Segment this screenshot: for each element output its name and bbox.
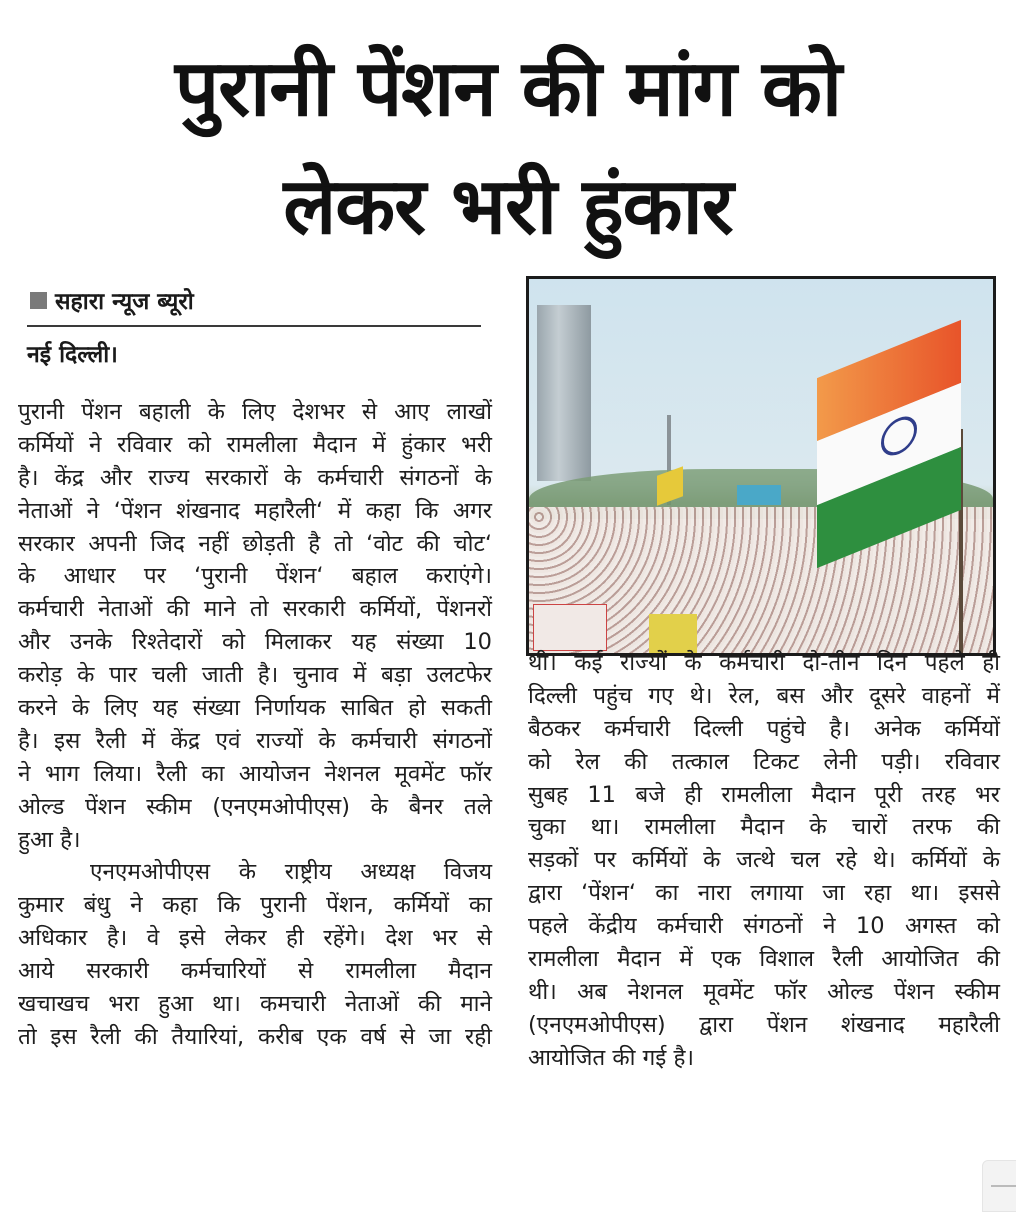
text-line: थी। अब नेशनल मूवमेंट फॉर ओल्ड पेंशन स्कीम	[528, 978, 1000, 1005]
text-line: ओल्ड पेंशन स्कीम (एनएमओपीएस) के बैनर तले	[18, 793, 492, 820]
text-line: करोड़ के पार चली जाती है। चुनाव में बड़ा उलटफेर	[18, 662, 492, 689]
news-photo	[526, 276, 996, 656]
text-line: तो इस रैली की तैयारियां, करीब एक वर्ष से जा रही	[18, 1023, 492, 1050]
photo-stage	[737, 485, 781, 505]
article-column-right	[528, 647, 1000, 1075]
text-line: सड़कों पर कर्मियों के जत्थे चल रहे थे। कर्मियों के	[528, 847, 1000, 874]
byline	[30, 284, 194, 316]
headline-line-1: पुरानी पेंशन की मांग को	[174, 44, 842, 134]
text-line: एनएमओपीएस के राष्ट्रीय अध्यक्ष विजय	[90, 859, 492, 886]
text-line: है। केंद्र और राज्य सरकारों के कर्मचारी संगठनों के	[18, 464, 492, 491]
headline-line-2: लेकर भरी हुंकार	[283, 162, 733, 252]
headline	[0, 30, 1016, 266]
text-line: पुरानी पेंशन बहाली के लिए देशभर से आए लाखों	[18, 399, 492, 425]
photo-building	[537, 305, 591, 481]
text-line: के आधार पर ‘पुरानी पेंशन‘ बहाल कराएंगे।	[18, 563, 492, 590]
byline-square-icon	[30, 292, 47, 309]
text-line: द्वारा ‘पेंशन‘ का नारा लगाया जा रहा था। इससे	[528, 880, 1000, 907]
text-line: नेताओं ने ‘पेंशन शंखनाद महारैली‘ में कहा कि अगर	[18, 497, 492, 524]
minus-icon	[991, 1185, 1016, 1187]
text-line: करने के लिए यह संख्या निर्णायक साबित हो सकती	[18, 695, 492, 722]
text-line: और उनके रिश्तेदारों को मिलाकर यह संख्या 10	[18, 629, 492, 656]
text-line: सुबह 11 बजे ही रामलीला मैदान पूरी तरह भर	[528, 781, 1000, 808]
overlay-corner-button[interactable]	[982, 1160, 1016, 1212]
text-line: को रेल की तत्काल टिकट लेनी पड़ी। रविवार	[528, 748, 1000, 775]
text-line: कर्मचारी नेताओं की माने तो सरकारी कर्मियों, पेंशनरों	[18, 596, 492, 623]
text-line: है। इस रैली में केंद्र एवं राज्यों के कर्मचारी संगठनों	[18, 727, 492, 754]
text-line: सरकार अपनी जिद नहीं छोड़ती है तो ‘वोट की चोट‘	[18, 530, 492, 557]
text-line: थी। कई राज्यों के कर्मचारी दो-तीन दिन पहले ही	[528, 650, 1000, 676]
text-line: अधिकार है। वे इसे लेकर ही रहेंगे। देश भर से	[18, 925, 492, 952]
byline-divider	[27, 325, 481, 327]
text-line: बैठकर कर्मचारी दिल्ली पहुंचे है। अनेक कर्मियों	[528, 715, 1000, 742]
text-line: रामलीला मैदान में एक विशाल रैली आयोजित की	[528, 946, 1000, 973]
text-line: आये सरकारी कर्मचारियों से रामलीला मैदान	[18, 958, 492, 985]
photo-banner	[533, 604, 607, 651]
dateline: नई दिल्ली।	[27, 342, 118, 368]
article-column-left	[18, 396, 492, 1054]
text-line: दिल्ली पहुंच गए थे। रेल, बस और दूसरे वाहनों में	[528, 682, 1000, 709]
text-line: चुका था। रामलीला मैदान के चारों तरफ की	[528, 814, 1000, 841]
text-line: (एनएमओपीएस) द्वारा पेंशन शंखनाद महारैली	[528, 1011, 1000, 1038]
text-line: आयोजित की गई है।	[528, 1044, 694, 1071]
text-line: खचाखच भरा हुआ था। कमचारी नेताओं की माने	[18, 991, 492, 1018]
text-line: हुआ है।	[18, 826, 81, 853]
text-line: पहले केंद्रीय कर्मचारी संगठनों ने 10 अगस्त को	[528, 913, 1000, 940]
text-line: ने भाग लिया। रैली का आयोजन नेशनल मूवमेंट फॉर	[18, 760, 492, 787]
ashoka-chakra-icon	[881, 410, 917, 461]
byline-source: सहारा न्यूज ब्यूरो	[55, 289, 194, 315]
text-line: कुमार बंधु ने कहा कि पुरानी पेंशन, कर्मियों का	[18, 892, 492, 919]
text-line: कर्मियों ने रविवार को रामलीला मैदान में हुंकार भरी	[18, 431, 492, 458]
